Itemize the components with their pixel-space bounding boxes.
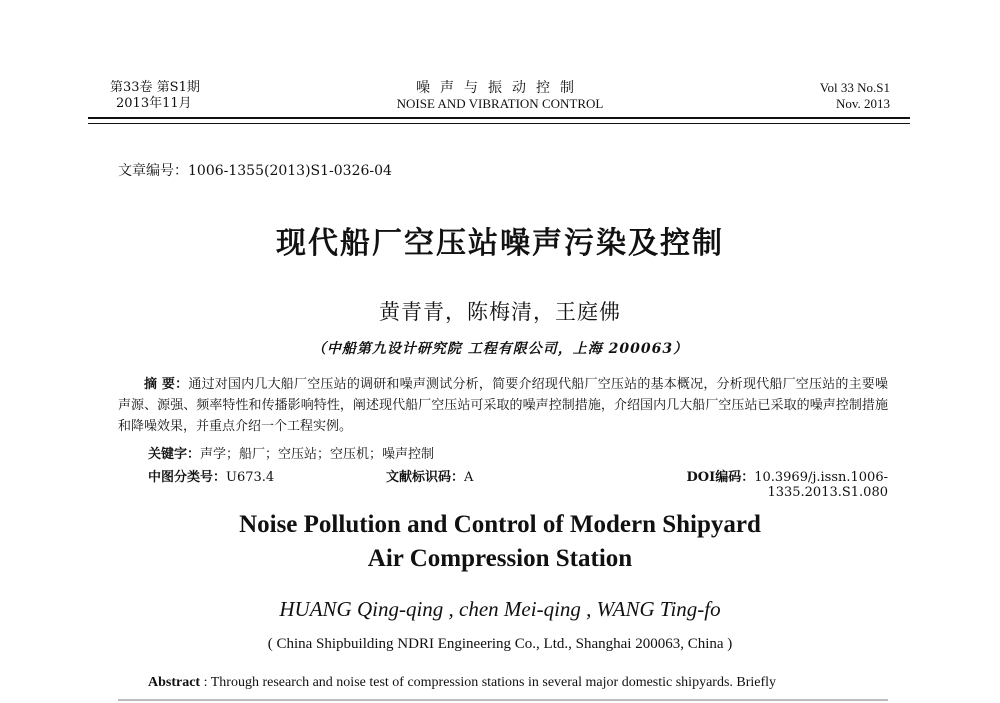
journal-volume-issue [110,80,200,112]
clc-code [148,466,386,500]
doi-value: 10.3969/j.issn.1006-1335.2013.S1.080 [754,470,888,500]
abstract-en [148,672,888,694]
title-en-line1: Noise Pollution and Control of Modern Shipyard [239,511,761,538]
abstract-en-text: : Through research and noise test of compression stations in several major domestic shipyards. Briefly [200,675,777,690]
title-en-line2: Air Compression Station [367,545,633,572]
title-cn: 现代船厂空压站噪声污染及控制 [276,226,724,261]
doc-code [386,466,580,500]
article-number: 文章编号：1006-1355(2013)S1-0326-04 [118,163,392,179]
next-line-cutoff [118,696,888,703]
doc-value: A [464,470,474,485]
abstract-cn-text: 通过对国内几大船厂空压站的调研和噪声测试分析，简要介绍现代船厂空压站的基本概况，分析现代船厂空压站的主要噪声源、源强、频率特性和传播影响特性，阐述现代船厂空压站可采取的噪声控制措施，介绍国内几大船厂空压站已采取的噪声控制措施和降噪效果，并重点介绍一个工程实例。 [118,377,888,434]
affiliation-en: ( China Shipbuilding NDRI Engineering Co., Ltd., Shanghai 200063, China ) [267,636,733,652]
abstract-cn [118,374,888,437]
header-rule-thin [88,123,910,124]
authors-cn: 黄青青，陈梅清，王庭佛 [379,300,621,324]
abstract-en-label: Abstract [148,675,201,690]
abstract-cn-label: 摘 要： [144,377,189,392]
authors-en: HUANG Qing-qing , chen Mei-qing , WANG Ting-fo [279,597,721,621]
doc-label: 文献标识码： [386,470,465,485]
keywords [148,443,434,462]
affiliation-cn: （中船第九设计研究院 工程有限公司，上海 200063） [311,341,689,357]
keywords-label: 关键字： [148,447,201,462]
journal-volume-en [820,80,890,112]
journal-name [345,80,655,112]
clc-label: 中图分类号： [148,470,227,485]
keywords-text: 声学；船厂；空压站；空压机；噪声控制 [200,447,435,462]
doi-code [580,466,888,500]
volume-en-text: Vol 33 No.S1 [819,80,890,95]
classification-row [148,466,888,500]
journal-name-en: NOISE AND VIBRATION CONTROL [396,96,604,111]
issue-date-text: 2013年11月 [116,96,192,111]
journal-name-cn: 噪声与振动控制 [416,80,584,96]
header-rule-thick [88,117,910,119]
volume-issue-text: 第33卷 第S1期 [110,80,200,95]
date-en-text: Nov. 2013 [835,96,890,111]
doi-label: DOI编码： [686,470,755,485]
clc-value: U673.4 [226,470,275,485]
title-en [0,508,1000,576]
